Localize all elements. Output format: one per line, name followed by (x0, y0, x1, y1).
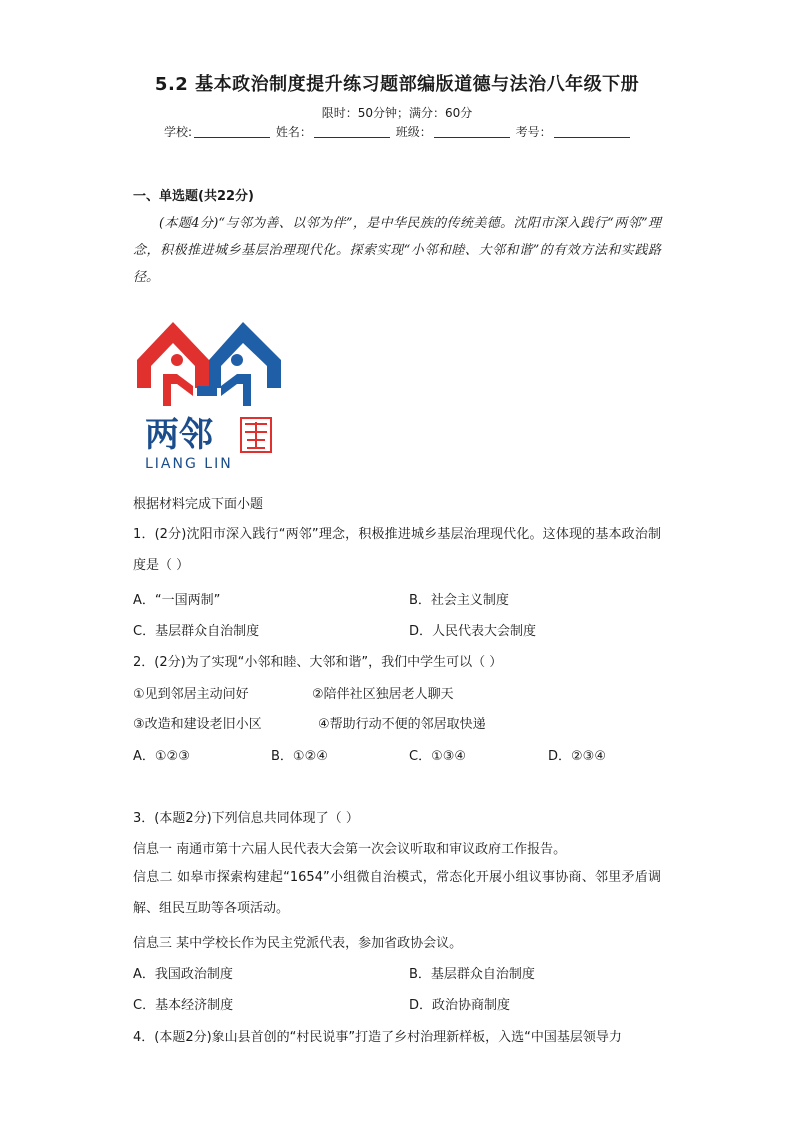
logo-en-text: LIANG LIN (145, 456, 233, 472)
q3-info-2: 信息二 如皋市探索构建起“1654”小组微自治模式，常态化开展小组议事协商、邻里矛盾调解、组民互助等各项活动。 (133, 870, 661, 916)
q2-item-1: ①见到邻居主动问好 (133, 687, 249, 702)
school-label: 学校: (164, 125, 193, 139)
material-intro: (本题4分)“与邻为善、以邻为伴”，是中华民族的传统美德。沈阳市深入践行“两邻”理念，积极推进城乡基层治理现代化。探索实现“小邻和睦、大邻和谐”的有效方法和实践路径。 (133, 216, 661, 285)
class-label: 班级： (395, 125, 432, 139)
q1-option-c[interactable]: C．基层群众自治制度 (133, 624, 260, 639)
q2-option-d[interactable]: D．②③④ (548, 749, 606, 764)
name-label: 姓名： (275, 125, 312, 139)
q3-option-a[interactable]: A．我国政治制度 (133, 967, 233, 982)
q3-info-3: 信息三 某中学校长作为民主党派代表，参加省政协会议。 (133, 936, 463, 951)
student-info-line (164, 123, 632, 140)
section-title: 一、单选题(共22分) (133, 189, 254, 204)
q2-item-3: ③改造和建设老旧小区 (133, 717, 262, 732)
q3-info-1: 信息一 南通市第十六届人民代表大会第一次会议听取和审议政府工作报告。 (133, 842, 567, 857)
logo-cn-text: 两邻 (145, 415, 213, 455)
q3-option-b[interactable]: B．基层群众自治制度 (409, 967, 535, 982)
q2-stem: 2．(2分)为了实现“小邻和睦、大邻和谐”，我们中学生可以（ ） (133, 655, 503, 670)
material-prompt: 根据材料完成下面小题 (133, 497, 264, 512)
q1-option-b[interactable]: B．社会主义制度 (409, 593, 509, 608)
q2-option-b[interactable]: B．①②④ (271, 749, 328, 764)
time-limit: 限时：50分钟；满分：60分 (321, 106, 473, 120)
page-title: 5.2 基本政治制度提升练习题部编版道德与法治八年级下册 (154, 74, 640, 95)
name-blank[interactable] (314, 125, 390, 138)
q1-option-d[interactable]: D．人民代表大会制度 (409, 624, 537, 639)
q2-item-4: ④帮助行动不便的邻居取快递 (318, 717, 486, 732)
q3-option-c[interactable]: C．基本经济制度 (133, 998, 234, 1013)
exam-no-label: 考号： (515, 125, 552, 139)
q2-item-2: ②陪伴社区独居老人聊天 (312, 687, 454, 702)
q3-stem: 3．(本题2分)下列信息共同体现了（ ） (133, 811, 359, 826)
q2-option-c[interactable]: C．①③④ (409, 749, 467, 764)
q1-stem: 1．(2分)沈阳市深入践行“两邻”理念，积极推进城乡基层治理现代化。这体现的基本政治制度是（ ） (133, 527, 661, 573)
class-blank[interactable] (434, 125, 510, 138)
q2-option-a[interactable]: A．①②③ (133, 749, 190, 764)
exam-no-blank[interactable] (554, 125, 630, 138)
q4-stem: 4．(本题2分)象山县首创的“村民说事”打造了乡村治理新样板，入选“中国基层领导力 (133, 1030, 622, 1045)
q1-option-a[interactable]: A．“一国两制” (133, 593, 221, 608)
liang-lin-logo (133, 308, 285, 474)
q3-option-d[interactable]: D．政治协商制度 (409, 998, 511, 1013)
school-blank[interactable] (194, 125, 270, 138)
